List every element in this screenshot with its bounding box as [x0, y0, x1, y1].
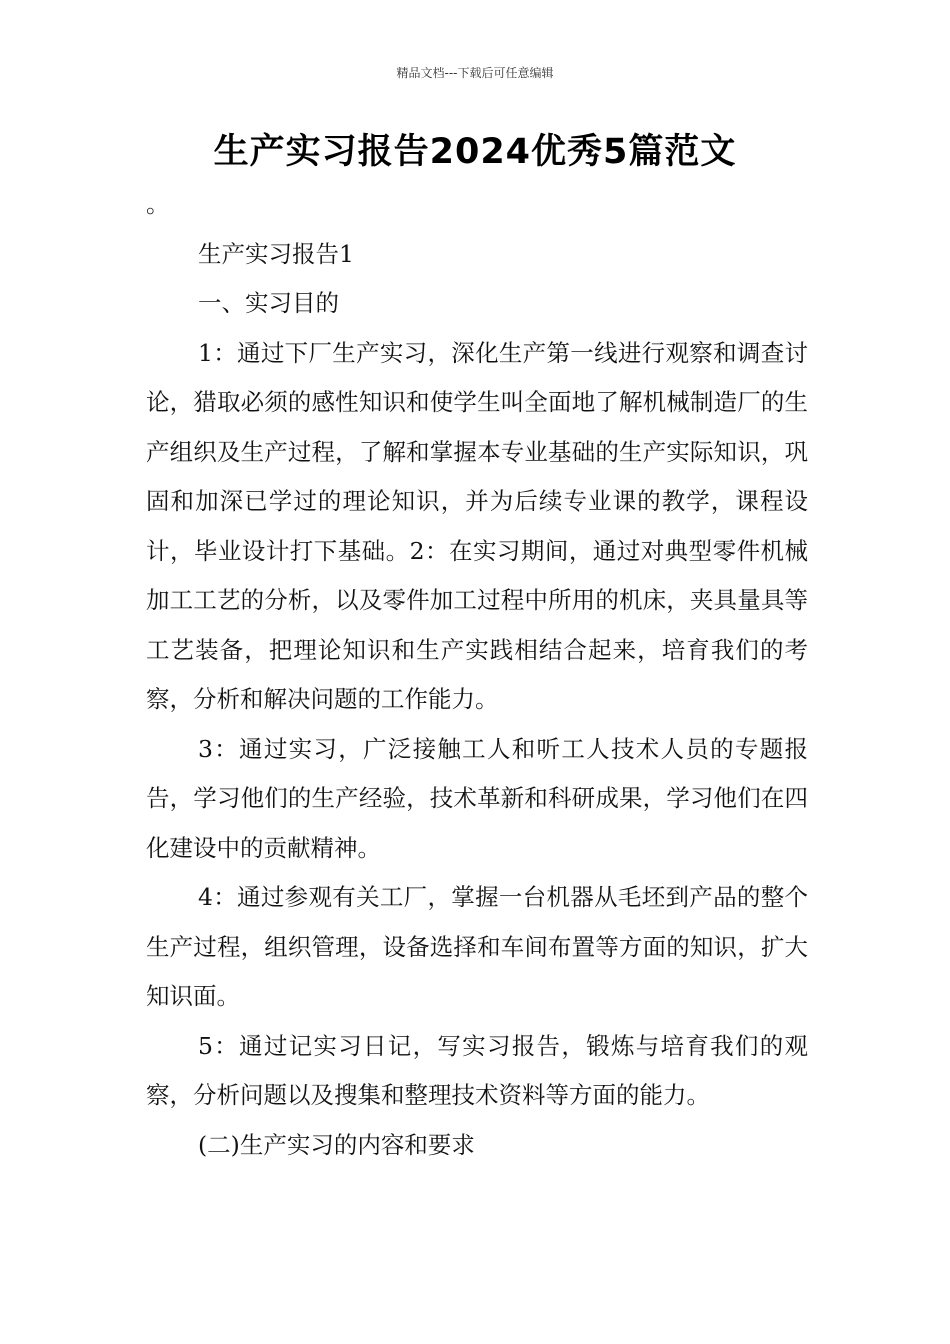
paragraph-item-3: 3：通过实习，广泛接触工人和听工人技术人员的专题报告，学习他们的生产经验，技术革新和科研成果，学习他们在四化建设中的贡献精神。 [146, 734, 808, 862]
paragraph-item-5: 5：通过记实习日记，写实习报告，锻炼与培育我们的观察，分析问题以及搜集和整理技术资料等方面的能力。 [146, 1031, 808, 1109]
paragraph-item-4: 4：通过参观有关工厂，掌握一台机器从毛坯到产品的整个生产过程，组织管理，设备选择和车间布置等方面的知识，扩大知识面。 [146, 883, 808, 1010]
section-heading-purpose: 一、实习目的 [198, 289, 339, 317]
leading-punctuation: 。 [146, 190, 170, 218]
document-body [146, 180, 808, 1170]
section-heading-content: (二)生产实习的内容和要求 [198, 1130, 475, 1159]
paragraph-item-1-2: 1：通过下厂生产实习，深化生产第一线进行观察和调查讨论，猎取必须的感性知识和使学生叫全面地了解机械制造厂的生产组织及生产过程，了解和掌握本专业基础的生产实际知识，巩固和加深已学过的理论知识，并为后续专业课的教学，课程设计，毕业设计打下基础。2：在实习期间，通过对典型零件机械加工工艺的分析，以及零件加工过程中所用的机床，夹具量具等工艺装备，把理论知识和生产实践相结合起来，培育我们的考察，分析和解决问题的工作能力。 [146, 338, 808, 713]
report-subtitle: 生产实习报告1 [198, 239, 354, 268]
document-title: 生产实习报告2024优秀5篇范文 [213, 132, 737, 172]
page-header: 精品文档---下载后可任意编辑 [396, 66, 554, 80]
